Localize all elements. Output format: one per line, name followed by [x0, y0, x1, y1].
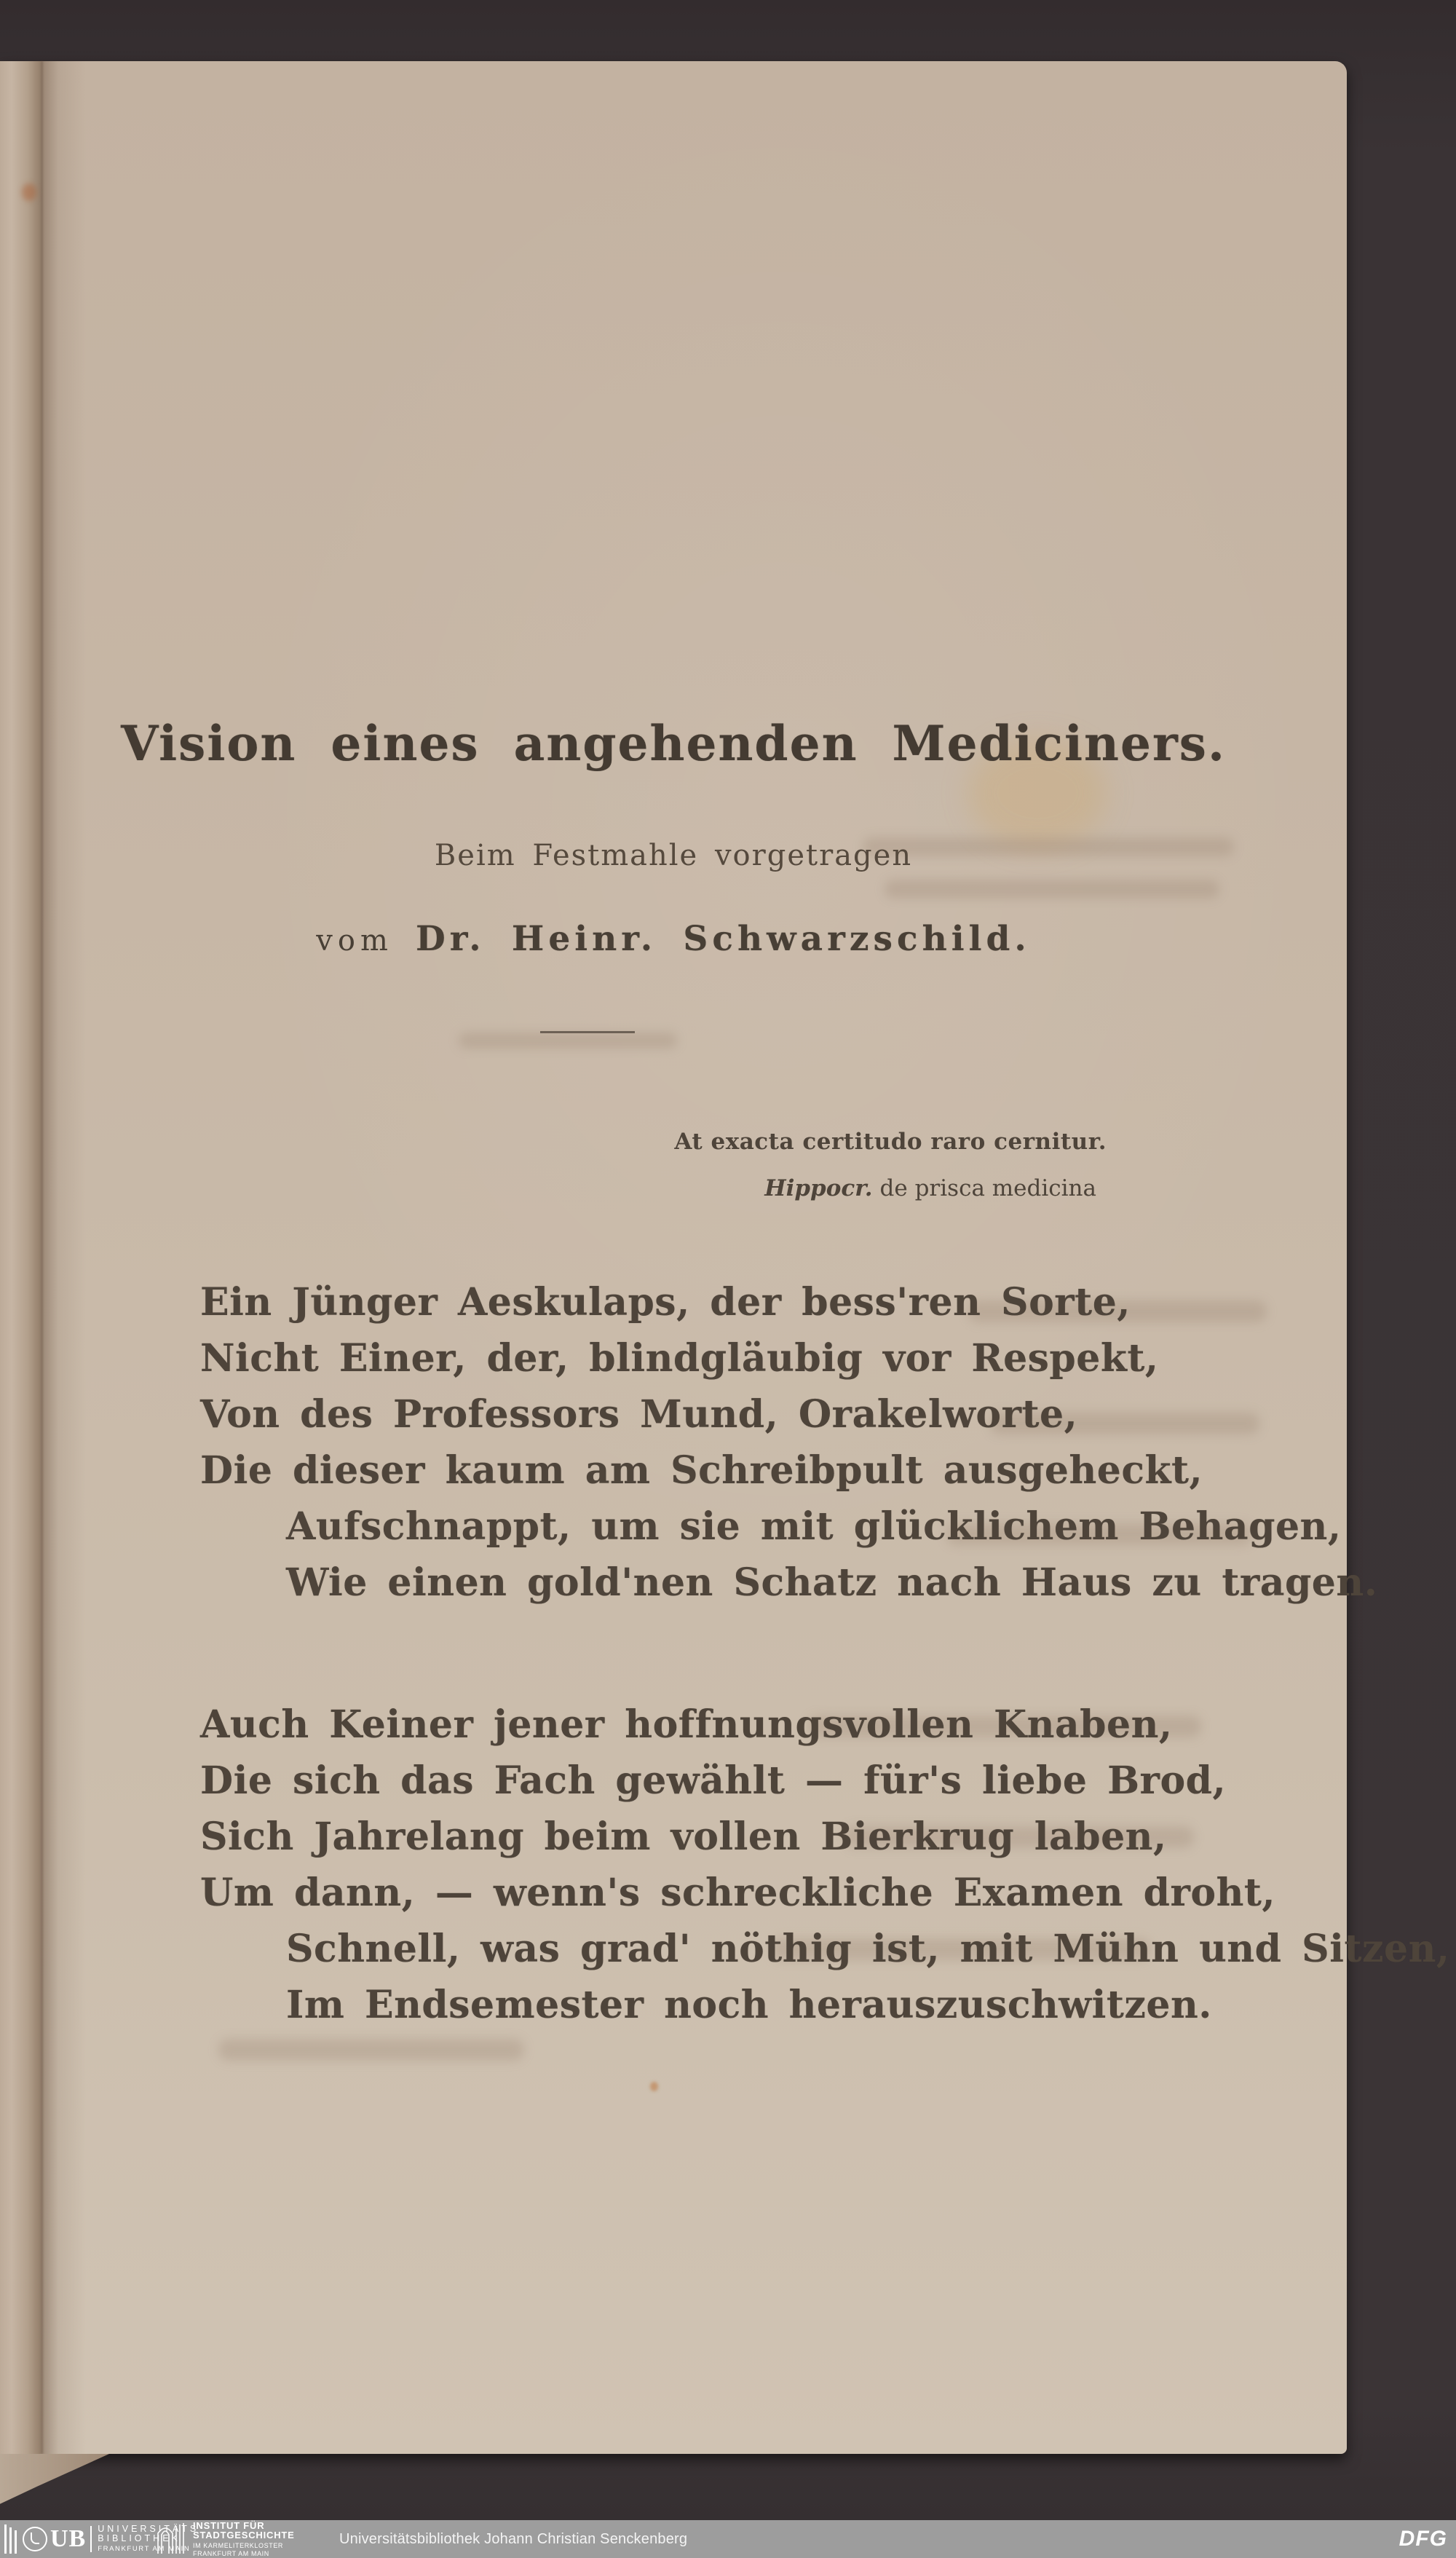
institute-text-line: STADTGESCHICHTE — [193, 2530, 295, 2541]
library-credit-text: Universitätsbibliothek Johann Christian Senckenberg — [339, 2530, 688, 2547]
goethe-portrait-icon — [23, 2527, 47, 2551]
author-name: Dr. Heinr. Schwarzschild. — [415, 919, 1031, 959]
epigraph-source-author: Hippocr. — [764, 1175, 873, 1201]
ub-text-line: BIBLIOTHEK — [98, 2533, 181, 2543]
poem-stanza-2 — [200, 1697, 1450, 2033]
institute-logo-text — [193, 2521, 295, 2558]
poem-line: Aufschnappt, um sie mit glücklichem Behagen, — [286, 1504, 1342, 1549]
divider — [90, 2526, 92, 2552]
institute-text-line: IM KARMELITERKLOSTER — [193, 2541, 284, 2549]
poem-line: Nicht Einer, der, blindgläubig vor Respekt, — [200, 1336, 1159, 1381]
gothic-arch-icon — [155, 2522, 187, 2557]
next-page-edge — [0, 2454, 109, 2516]
institute-text-line: INSTITUT FÜR — [193, 2519, 265, 2531]
dfg-logo: DFG — [1398, 2527, 1447, 2551]
institute-text-line: FRANKFURT AM MAIN — [193, 2549, 269, 2557]
poem-line: Um dann, — wenn's schreckliche Examen droht, — [200, 1871, 1276, 1915]
byline — [0, 919, 1347, 959]
epigraph-quote: At exacta certitudo raro cernitur. — [674, 1129, 1107, 1155]
poem-line: Die sich das Fach gewählt — für's liebe Brod, — [200, 1758, 1227, 1803]
poem-line: Ein Jünger Aeskulaps, der bess'ren Sorte, — [200, 1280, 1131, 1325]
poem-line: Sich Jahrelang beim vollen Bierkrug laben, — [200, 1815, 1167, 1859]
epigraph-source — [510, 1165, 1107, 1212]
book-gutter-shadow — [0, 61, 87, 2454]
poem-line: Die dieser kaum am Schreibpult ausgeheckt, — [200, 1448, 1203, 1493]
bleed-through-text — [459, 1033, 677, 1049]
separator-rule — [540, 1031, 635, 1033]
poem-line: Auch Keiner jener hoffnungsvollen Knaben, — [200, 1702, 1173, 1747]
page-title: Vision eines angehenden Mediciners. — [121, 715, 1226, 772]
poem-line: Von des Professors Mund, Orakelworte, — [200, 1392, 1078, 1437]
page-subtitle: Beim Festmahle vorgetragen — [434, 839, 913, 872]
ub-text-line: UNIVERSITÄTS — [98, 2524, 199, 2534]
poem-stanza-1 — [200, 1274, 1378, 1611]
gutter-crease-line — [41, 61, 43, 2454]
poem-line: Wie einen gold'nen Schatz nach Haus zu tragen. — [286, 1560, 1378, 1605]
book-spines-icon — [4, 2525, 20, 2554]
byline-prefix: vom — [316, 924, 393, 958]
ub-monogram: UB — [50, 2525, 87, 2552]
paper-stain — [650, 2082, 658, 2091]
digitization-credit-bar — [0, 2520, 1456, 2558]
bleed-through-text — [885, 880, 1219, 899]
epigraph-source-work: de prisca medicina — [879, 1175, 1096, 1201]
bleed-through-text — [218, 2039, 524, 2061]
scanned-book-page — [0, 61, 1450, 2454]
institut-stadtgeschichte-logo — [155, 2519, 295, 2557]
ub-text-line: FRANKFURT AM MAIN — [98, 2545, 191, 2553]
epigraph — [510, 1118, 1107, 1212]
poem-line: Im Endsemester noch herauszuschwitzen. — [286, 1983, 1212, 2027]
poem-line: Schnell, was grad' nöthig ist, mit Mühn und Sitzen, — [286, 1927, 1450, 1971]
